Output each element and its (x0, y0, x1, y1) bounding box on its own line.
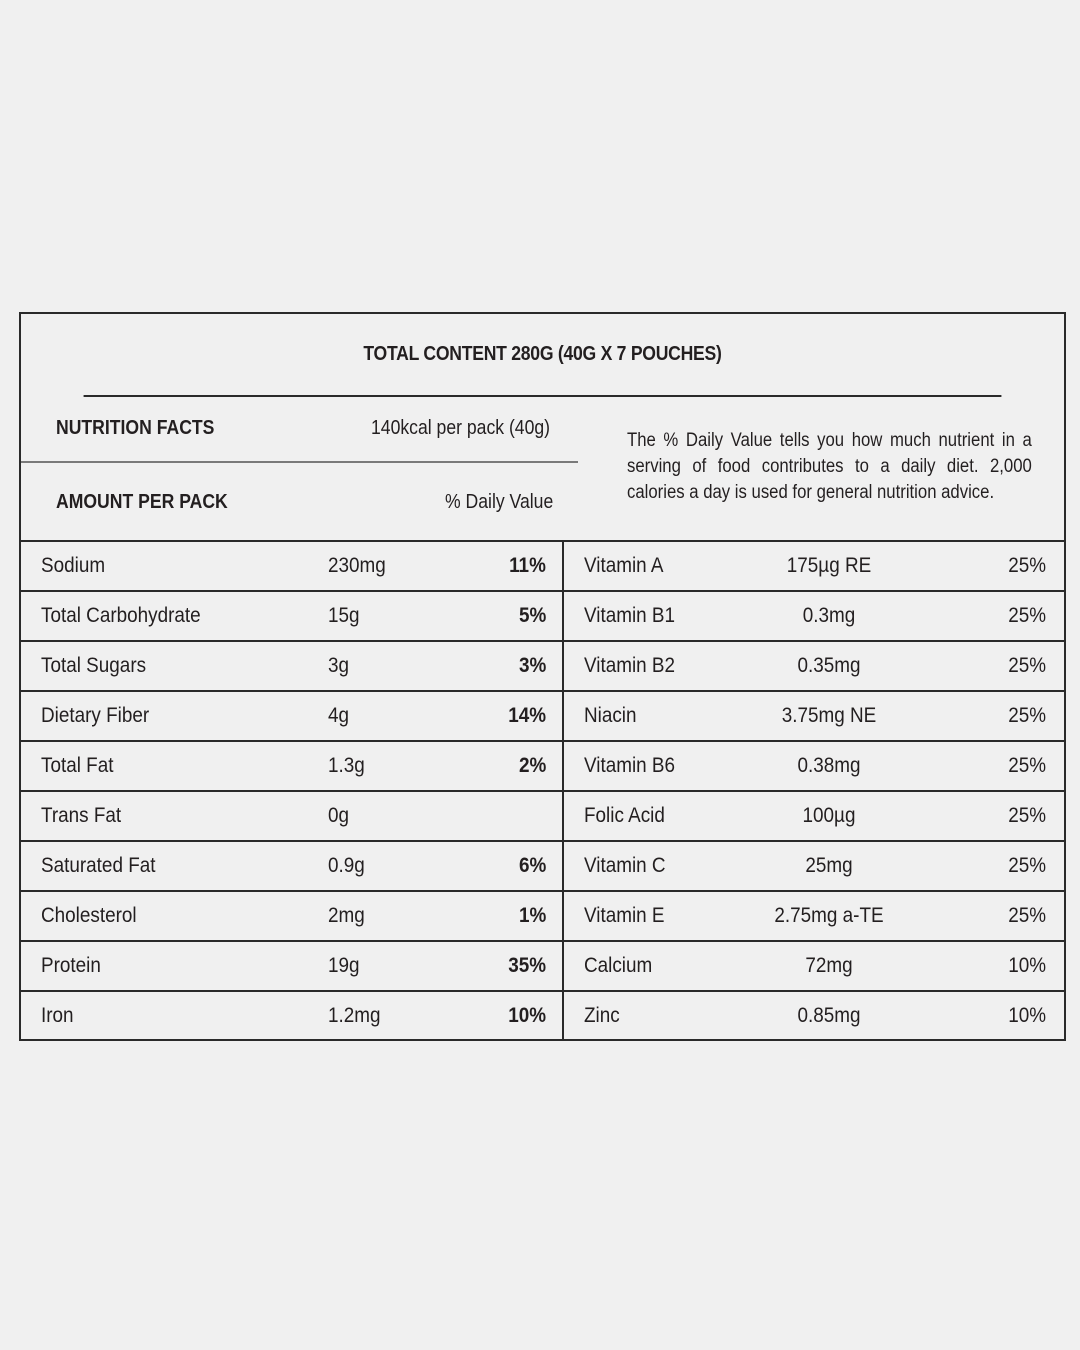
nutrient-daily-value: 10% (1008, 954, 1046, 977)
table-row-right (564, 540, 1064, 592)
nutrient-name: Iron (41, 1004, 74, 1027)
nutrient-daily-value: 1% (518, 904, 546, 927)
table-row-right (564, 640, 1064, 692)
nutrient-amount: 3.75mg NE (781, 704, 877, 727)
nutrient-amount: 0.9g (328, 854, 365, 877)
calories-per-pack: 140kcal per pack (40g) (371, 417, 551, 439)
nutrient-name: Vitamin E (584, 904, 665, 927)
nutrient-amount: 100µg (802, 804, 856, 827)
nutrient-name: Vitamin A (584, 554, 664, 577)
nutrient-daily-value: 5% (518, 604, 546, 627)
nutrient-amount: 15g (328, 604, 360, 627)
daily-value-note: The % Daily Value tells you how much nutrient in a serving of food contributes to a daily diet. 2,000 calories a day is used for general nutrition advice. (627, 430, 1032, 503)
header-divider (21, 461, 578, 463)
nutrient-name: Cholesterol (41, 904, 137, 927)
nutrient-name: Dietary Fiber (41, 704, 150, 727)
nutrient-amount: 2mg (328, 904, 365, 927)
table-row-left (21, 740, 562, 792)
nutrient-name: Folic Acid (584, 804, 665, 827)
nutrient-amount: 0g (328, 804, 350, 827)
table-row-right (564, 790, 1064, 842)
nutrition-label (19, 312, 1066, 1041)
table-row-right (564, 940, 1064, 992)
nutrient-grid (21, 540, 1064, 1039)
nutrient-name: Vitamin B1 (584, 604, 676, 627)
nutrient-daily-value: 10% (508, 1004, 546, 1027)
nutrient-amount: 1.2mg (328, 1004, 381, 1027)
nutrient-name: Niacin (584, 704, 637, 727)
nutrient-daily-value: 25% (1008, 654, 1046, 677)
nutrient-name: Calcium (584, 954, 653, 977)
table-row-right (564, 690, 1064, 742)
amount-per-pack-heading: AMOUNT PER PACK (56, 491, 228, 513)
nutrient-name: Zinc (584, 1004, 620, 1027)
nutrient-name: Vitamin B2 (584, 654, 676, 677)
table-row-right (564, 740, 1064, 792)
nutrient-daily-value: 25% (1008, 604, 1046, 627)
nutrient-name: Saturated Fat (41, 854, 156, 877)
nutrient-amount: 1.3g (328, 754, 365, 777)
nutrient-name: Total Fat (41, 754, 114, 777)
nutrient-daily-value: 25% (1008, 804, 1046, 827)
table-row-right (564, 590, 1064, 642)
nutrient-daily-value: 25% (1008, 554, 1046, 577)
table-row-left (21, 790, 562, 842)
nutrient-daily-value: 10% (1008, 1004, 1046, 1027)
nutrient-amount: 19g (328, 954, 360, 977)
table-row-left (21, 940, 562, 992)
nutrient-daily-value: 25% (1008, 904, 1046, 927)
nutrient-amount: 4g (328, 704, 350, 727)
nutrition-header (21, 395, 1064, 542)
nutrient-name: Vitamin B6 (584, 754, 676, 777)
nutrient-amount: 2.75mg a-TE (774, 904, 884, 927)
nutrient-name: Vitamin C (584, 854, 666, 877)
nutrient-amount: 0.3mg (802, 604, 856, 627)
nutrient-name: Protein (41, 954, 101, 977)
nutrient-amount: 0.38mg (797, 754, 861, 777)
nutrient-amount: 3g (328, 654, 350, 677)
nutrient-daily-value: 35% (508, 954, 546, 977)
nutrient-daily-value: 25% (1008, 704, 1046, 727)
nutrient-amount: 175µg RE (786, 554, 872, 577)
table-row-right (564, 890, 1064, 942)
nutrient-daily-value: 6% (518, 854, 546, 877)
table-row-left (21, 990, 562, 1040)
nutrient-name: Total Carbohydrate (41, 604, 201, 627)
nutrient-daily-value: 3% (518, 654, 546, 677)
nutrient-name: Sodium (41, 554, 106, 577)
table-row-left (21, 690, 562, 742)
nutrient-name: Total Sugars (41, 654, 147, 677)
total-content-title: TOTAL CONTENT 280G (40G X 7 POUCHES) (84, 314, 1002, 397)
table-row-left (21, 840, 562, 892)
table-row-left (21, 590, 562, 642)
nutrient-daily-value: 14% (508, 704, 546, 727)
nutrient-amount: 72mg (805, 954, 853, 977)
nutrient-daily-value: 25% (1008, 754, 1046, 777)
nutrient-amount: 0.35mg (797, 654, 861, 677)
nutrient-amount: 25mg (805, 854, 853, 877)
table-row-left (21, 640, 562, 692)
nutrition-facts-heading: NUTRITION FACTS (56, 417, 215, 439)
nutrient-daily-value: 2% (518, 754, 546, 777)
daily-value-heading: % Daily Value (445, 491, 554, 513)
table-row-right (564, 990, 1064, 1040)
table-row-left (21, 540, 562, 592)
table-row-right (564, 840, 1064, 892)
nutrient-daily-value: 11% (509, 554, 546, 577)
nutrient-amount: 230mg (328, 554, 386, 577)
nutrient-amount: 0.85mg (797, 1004, 861, 1027)
nutrient-daily-value: 25% (1008, 854, 1046, 877)
nutrient-name: Trans Fat (41, 804, 122, 827)
table-row-left (21, 890, 562, 942)
